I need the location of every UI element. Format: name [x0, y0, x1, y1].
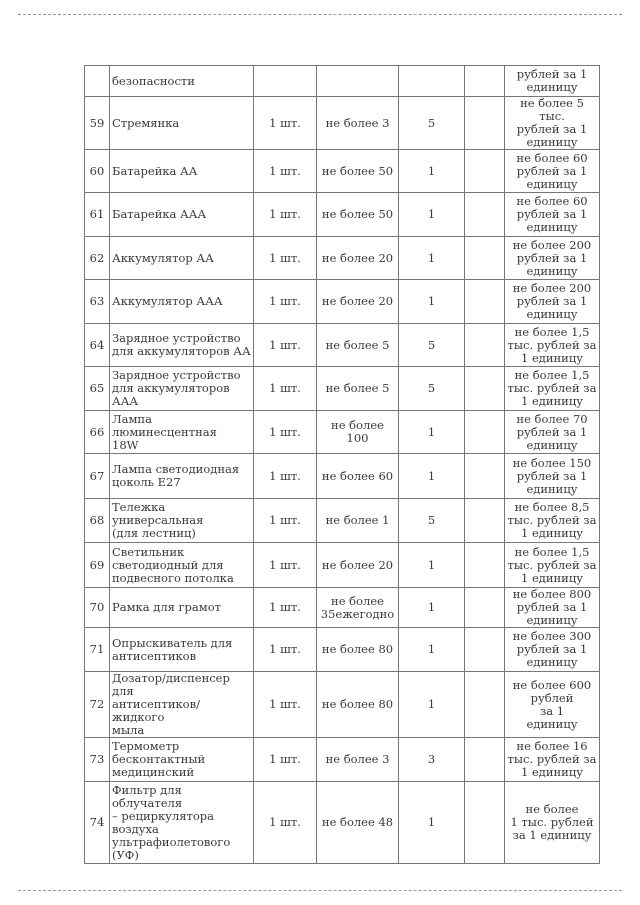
table-row — [85, 237, 600, 280]
price-cell-line: рублей за 1 — [516, 600, 588, 614]
table-row — [85, 782, 600, 864]
quantity-cell-line: не более 20 — [321, 557, 394, 572]
table-row — [85, 367, 600, 411]
count-cell: 1 — [399, 193, 465, 237]
price-cell-line: 1 единицу — [520, 570, 583, 585]
blank-cell — [465, 499, 505, 543]
count-cell: 1 — [399, 588, 465, 628]
quantity-cell — [317, 280, 399, 324]
row-number-cell: 59 — [85, 97, 110, 150]
price-cell-line: рублей за 1 — [516, 207, 588, 221]
count-cell: 1 — [399, 237, 465, 280]
row-number-cell: 68 — [85, 499, 110, 543]
table-row — [85, 499, 600, 543]
price-cell — [505, 150, 600, 193]
count-cell: 1 — [399, 628, 465, 672]
count-cell: 1 — [399, 411, 465, 454]
item-name-cell-line: Батарейка ААА — [112, 207, 207, 221]
item-name-cell-line: Батарейка АА — [112, 163, 198, 178]
count-cell: 5 — [399, 367, 465, 411]
blank-cell — [465, 97, 505, 150]
price-cell — [505, 782, 600, 864]
quantity-cell — [317, 367, 399, 411]
unit-cell: 1 шт. — [254, 454, 317, 499]
price-cell — [505, 237, 600, 280]
price-cell — [505, 97, 600, 150]
row-number-cell: 63 — [85, 280, 110, 324]
item-name-cell — [110, 543, 254, 588]
unit-cell: 1 шт. — [254, 499, 317, 543]
quantity-cell-line: не более 5 — [325, 381, 390, 395]
item-name-cell-line: безопасности — [112, 73, 195, 88]
price-cell-line: 1 единицу — [520, 765, 583, 779]
price-cell-line: не более 600 — [512, 677, 592, 692]
row-number-cell — [85, 66, 110, 97]
price-cell — [505, 324, 600, 367]
count-cell: 3 — [399, 738, 465, 782]
table-row — [85, 738, 600, 782]
quantity-cell — [317, 672, 399, 738]
price-cell-line: не более 70 — [516, 411, 588, 426]
item-name-cell-line: ААА — [112, 394, 139, 408]
price-cell-line: рублей за 1 — [516, 642, 588, 656]
item-name-cell-line: ультрафиолетового — [112, 834, 231, 849]
price-cell — [505, 588, 600, 628]
price-cell-line: рублей за 1 — [516, 294, 588, 308]
item-name-cell-line: подвесного потолка — [112, 570, 234, 585]
price-cell — [505, 738, 600, 782]
blank-cell — [465, 628, 505, 672]
price-cell-line: не более 300 — [512, 629, 592, 643]
row-number-cell: 74 — [85, 782, 110, 864]
item-name-cell-line: Аккумулятор АА — [112, 250, 214, 265]
unit-cell: 1 шт. — [254, 150, 317, 193]
price-cell-line: не более 5 тыс. — [520, 96, 584, 123]
table-row — [85, 672, 600, 738]
item-name-cell-line: Лампа светодиодная — [112, 462, 240, 476]
item-name-cell-line: бесконтактный — [112, 752, 206, 766]
price-cell-line: единицу — [526, 481, 578, 496]
row-number-cell: 65 — [85, 367, 110, 411]
row-number-cell: 60 — [85, 150, 110, 193]
table-row — [85, 324, 600, 367]
item-name-cell — [110, 193, 254, 237]
quantity-cell-line: не более 100 — [331, 418, 384, 445]
price-cell — [505, 543, 600, 588]
unit-cell: 1 шт. — [254, 782, 317, 864]
blank-cell — [465, 588, 505, 628]
blank-cell — [465, 150, 505, 193]
item-name-cell-line: Аккумулятор ААА — [112, 294, 223, 308]
count-cell: 5 — [399, 324, 465, 367]
item-name-cell-line: (УФ) — [112, 847, 139, 862]
quantity-cell — [317, 411, 399, 454]
item-name-cell-line: Тележка универсальная — [112, 500, 204, 527]
table-row — [85, 150, 600, 193]
item-name-cell-line: медицинский — [112, 765, 195, 779]
items-table — [84, 65, 600, 864]
blank-cell — [465, 280, 505, 324]
count-cell: 1 — [399, 454, 465, 499]
price-cell — [505, 411, 600, 454]
table-row — [85, 628, 600, 672]
unit-cell: 1 шт. — [254, 367, 317, 411]
row-number-cell: 71 — [85, 628, 110, 672]
unit-cell: 1 шт. — [254, 280, 317, 324]
price-cell-line: тыс. рублей за — [507, 557, 597, 572]
count-cell: 5 — [399, 97, 465, 150]
item-name-cell-line: для аккумуляторов — [112, 381, 230, 395]
quantity-cell-line: ежегодно — [335, 606, 395, 621]
price-cell-line: 1 единицу — [520, 350, 583, 365]
quantity-cell-line: не более 80 — [321, 697, 394, 711]
item-name-cell-line: 18W — [112, 437, 139, 452]
price-cell-line: единицу — [526, 655, 578, 669]
price-cell-line: рублей за 1 — [516, 468, 588, 483]
table-row — [85, 280, 600, 324]
price-cell-line: рублей за 1 — [516, 250, 588, 265]
blank-cell — [465, 782, 505, 864]
count-cell: 5 — [399, 499, 465, 543]
quantity-cell-line: не более 50 — [321, 163, 394, 178]
quantity-cell-line: не более 3 — [325, 115, 390, 130]
item-name-cell — [110, 280, 254, 324]
price-cell-line: единицу — [526, 135, 578, 149]
item-name-cell-line: Фильтр для облучателя — [112, 782, 183, 810]
price-cell-line: рублей за 1 — [516, 163, 588, 178]
item-name-cell-line: светодиодный для — [112, 557, 224, 572]
item-name-cell — [110, 499, 254, 543]
price-cell-line: единицу — [526, 263, 578, 278]
table-row — [85, 411, 600, 454]
count-cell: 1 — [399, 543, 465, 588]
scan-edge-top — [18, 14, 622, 15]
item-name-cell-line: Дозатор/диспенсер для — [112, 671, 230, 698]
quantity-cell-line: не более 60 — [321, 468, 394, 483]
item-name-cell-line: – рециркулятора — [112, 808, 215, 823]
price-cell-line: единицу — [526, 437, 578, 452]
item-name-cell-line: антисептиков — [112, 648, 197, 663]
table-row — [85, 543, 600, 588]
price-cell — [505, 628, 600, 672]
item-name-cell — [110, 367, 254, 411]
item-name-cell-line: мыла — [112, 723, 145, 737]
table-row — [85, 193, 600, 237]
price-cell-line: не более — [525, 802, 579, 816]
item-name-cell-line: Светильник — [112, 544, 185, 559]
unit-cell: 1 шт. — [254, 738, 317, 782]
quantity-cell — [317, 193, 399, 237]
blank-cell — [465, 66, 505, 97]
unit-cell: 1 шт. — [254, 543, 317, 588]
item-name-cell-line: Опрыскиватель для — [112, 635, 233, 650]
price-cell-line: 1 тыс. рублей — [510, 815, 594, 829]
item-name-cell-line: воздуха — [112, 821, 159, 836]
quantity-cell-line: не более 3 — [325, 752, 390, 766]
price-cell-line: не более 1,5 — [514, 324, 590, 339]
item-name-cell — [110, 66, 254, 97]
price-cell-line: рублей за 1 — [516, 122, 588, 136]
item-name-cell — [110, 150, 254, 193]
unit-cell: 1 шт. — [254, 324, 317, 367]
price-cell — [505, 193, 600, 237]
row-number-cell: 70 — [85, 588, 110, 628]
row-number-cell: 62 — [85, 237, 110, 280]
count-cell: 1 — [399, 150, 465, 193]
item-name-cell — [110, 738, 254, 782]
scan-edge-bottom — [18, 890, 622, 891]
row-number-cell: 69 — [85, 543, 110, 588]
price-cell-line: не более 200 — [512, 237, 592, 252]
price-cell-line: не более 150 — [512, 455, 592, 470]
price-cell-line: единицу — [526, 307, 578, 321]
quantity-cell — [317, 237, 399, 280]
unit-cell: 1 шт. — [254, 193, 317, 237]
item-name-cell — [110, 782, 254, 864]
blank-cell — [465, 193, 505, 237]
price-cell-line: не более 60 — [516, 150, 588, 165]
row-number-cell: 67 — [85, 454, 110, 499]
row-number-cell: 72 — [85, 672, 110, 738]
price-cell-line: единицу — [526, 613, 578, 627]
price-cell-line: 1 единицу — [520, 394, 583, 408]
quantity-cell — [317, 324, 399, 367]
blank-cell — [465, 237, 505, 280]
price-cell — [505, 280, 600, 324]
item-name-cell-line: Стремянка — [112, 115, 180, 130]
item-name-cell — [110, 324, 254, 367]
price-cell-line: не более 8,5 — [514, 500, 590, 514]
item-name-cell-line: Рамка для грамот — [112, 600, 222, 614]
item-name-cell-line: Зарядное устройство — [112, 331, 241, 345]
price-cell-line: не более 800 — [512, 587, 592, 601]
item-name-cell — [110, 672, 254, 738]
item-name-cell-line: цоколь Е27 — [112, 475, 181, 489]
price-cell-line: тыс. рублей за — [507, 513, 597, 527]
count-cell — [399, 66, 465, 97]
blank-cell — [465, 672, 505, 738]
blank-cell — [465, 324, 505, 367]
price-cell-line: не более 60 — [516, 194, 588, 208]
quantity-cell-line: не более 50 — [321, 207, 394, 221]
unit-cell — [254, 66, 317, 97]
unit-cell: 1 шт. — [254, 97, 317, 150]
table-row — [85, 588, 600, 628]
item-name-cell-line: Зарядное устройство — [112, 368, 241, 382]
count-cell: 1 — [399, 782, 465, 864]
item-name-cell — [110, 411, 254, 454]
count-cell: 1 — [399, 672, 465, 738]
item-name-cell — [110, 588, 254, 628]
table-row — [85, 97, 600, 150]
table-row — [85, 454, 600, 499]
blank-cell — [465, 738, 505, 782]
price-cell — [505, 672, 600, 738]
row-number-cell: 61 — [85, 193, 110, 237]
blank-cell — [465, 454, 505, 499]
item-name-cell — [110, 454, 254, 499]
count-cell: 1 — [399, 280, 465, 324]
quantity-cell-line: не более 35 — [320, 593, 384, 621]
unit-cell: 1 шт. — [254, 628, 317, 672]
price-cell-line: рублей за 1 — [516, 424, 588, 439]
quantity-cell-line: не более 48 — [321, 815, 394, 829]
price-cell-line: тыс. рублей за — [507, 381, 597, 395]
unit-cell: 1 шт. — [254, 672, 317, 738]
quantity-cell — [317, 499, 399, 543]
price-cell-line: не более 1,5 — [514, 368, 590, 382]
price-cell-line: 1 единицу — [520, 526, 583, 540]
quantity-cell-line: не более 20 — [321, 250, 394, 265]
quantity-cell — [317, 738, 399, 782]
price-cell-line: не более 1,5 — [514, 544, 590, 559]
quantity-cell — [317, 66, 399, 97]
quantity-cell — [317, 454, 399, 499]
item-name-cell-line: для аккумуляторов АА — [112, 344, 251, 358]
blank-cell — [465, 411, 505, 454]
price-cell-line: рублей за 1 — [516, 67, 588, 81]
item-name-cell — [110, 97, 254, 150]
quantity-cell — [317, 782, 399, 864]
price-cell-line: не более 16 — [516, 739, 588, 753]
price-cell-line: не более 200 — [512, 281, 592, 295]
item-name-cell-line: антисептиков/жидкого — [112, 697, 200, 724]
price-cell — [505, 367, 600, 411]
row-number-cell: 73 — [85, 738, 110, 782]
price-cell-line: рублей — [530, 690, 574, 705]
price-cell-line: единицу — [526, 176, 578, 191]
quantity-cell — [317, 588, 399, 628]
unit-cell: 1 шт. — [254, 237, 317, 280]
table-row — [85, 66, 600, 97]
price-cell-line: тыс. рублей за — [507, 337, 597, 352]
quantity-cell — [317, 150, 399, 193]
price-cell-line: единицу — [526, 220, 578, 234]
price-cell-line: за 1 единицу — [512, 828, 592, 842]
quantity-cell — [317, 97, 399, 150]
price-cell-line: единицу — [526, 80, 578, 94]
quantity-cell-line: не более 1 — [325, 513, 390, 527]
item-name-cell — [110, 628, 254, 672]
blank-cell — [465, 367, 505, 411]
item-name-cell — [110, 237, 254, 280]
unit-cell: 1 шт. — [254, 411, 317, 454]
quantity-cell — [317, 628, 399, 672]
quantity-cell-line: не более 20 — [321, 294, 394, 308]
price-cell — [505, 499, 600, 543]
blank-cell — [465, 543, 505, 588]
row-number-cell: 64 — [85, 324, 110, 367]
quantity-cell — [317, 543, 399, 588]
quantity-cell-line: не более 5 — [325, 337, 390, 352]
unit-cell: 1 шт. — [254, 588, 317, 628]
price-cell — [505, 66, 600, 97]
item-name-cell-line: (для лестниц) — [112, 526, 196, 540]
price-cell-line: за 1 — [539, 703, 565, 718]
row-number-cell: 66 — [85, 411, 110, 454]
price-cell — [505, 454, 600, 499]
item-name-cell-line: Термометр — [112, 739, 180, 753]
price-cell-line: единицу — [526, 716, 578, 731]
price-cell-line: тыс. рублей за — [507, 752, 597, 766]
item-name-cell-line: Лампа люминесцентная — [112, 411, 217, 439]
quantity-cell-line: не более 80 — [321, 642, 394, 656]
